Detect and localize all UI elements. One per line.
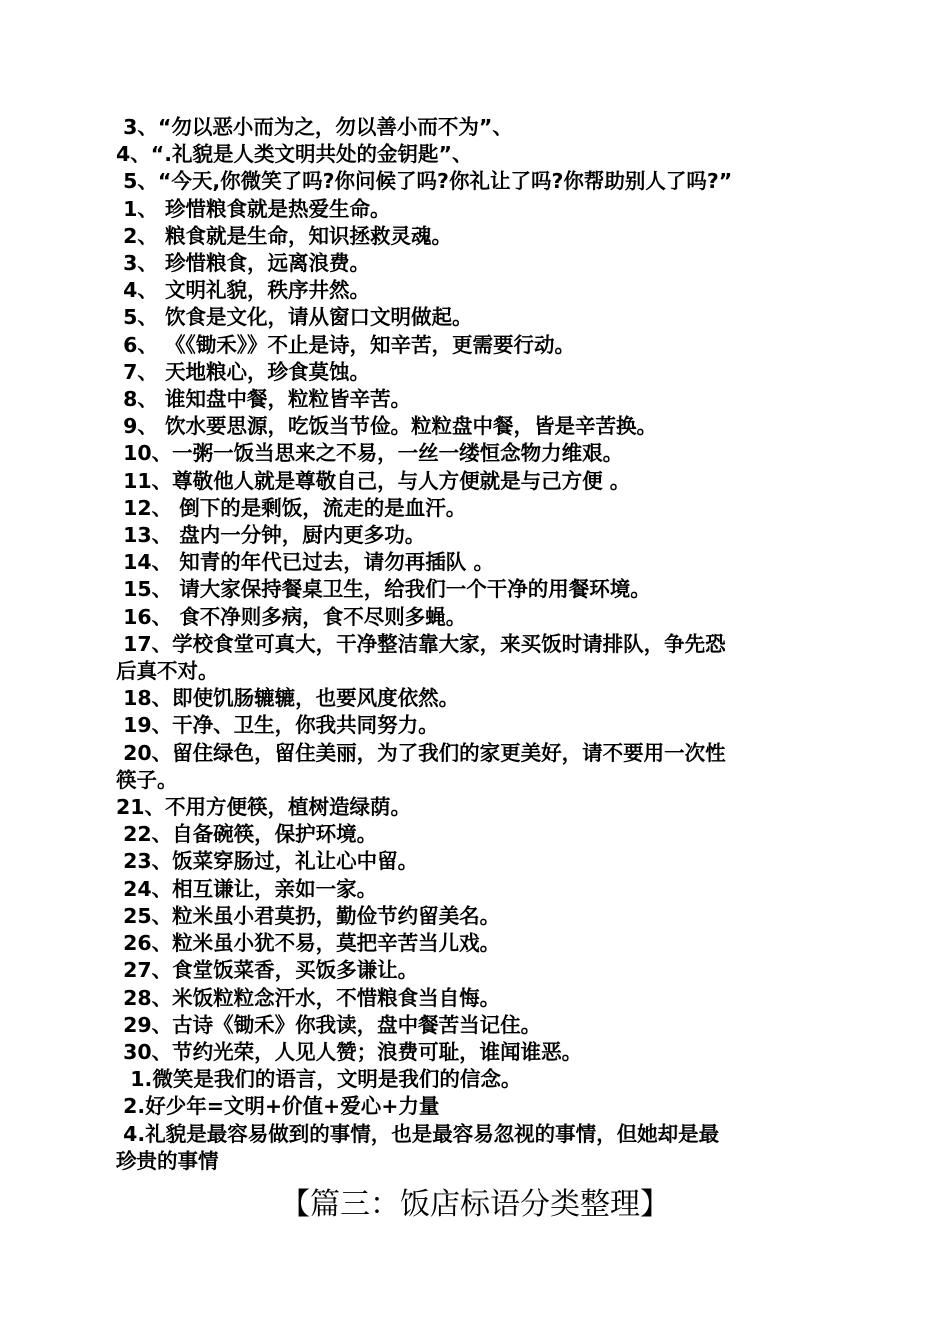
text-line: 20、留住绿色，留住美丽，为了我们的家更美好，请不要用一次性 — [116, 740, 726, 765]
text-line: 29、古诗《锄禾》你我读，盘中餐苦当记住。 — [116, 1012, 542, 1037]
text-line: 28、米饭粒粒念汗水，不惜粮食当自悔。 — [116, 985, 501, 1010]
text-line: 后真不对。 — [116, 659, 219, 684]
text-line: 22、自备碗筷，保护环境。 — [116, 822, 378, 847]
text-line: 24、相互谦让，亲如一家。 — [116, 876, 378, 901]
text-line: 2.好少年=文明+价值+爱心+力量 — [116, 1094, 440, 1119]
text-line: 珍贵的事情 — [116, 1148, 219, 1173]
text-line: 16、 食不净则多病，食不尽则多蝇。 — [116, 604, 467, 629]
text-line: 26、粒米虽小犹不易，莫把辛苦当儿戏。 — [116, 931, 501, 956]
slogan-list — [116, 114, 828, 1175]
text-line: 5、 饮食是文化，请从窗口文明做起。 — [116, 305, 473, 330]
text-line: 10、一粥一饭当思来之不易，一丝一缕恒念物力维艰。 — [116, 441, 624, 466]
text-line: 19、干净、卫生，你我共同努力。 — [116, 713, 439, 738]
text-line: 6、 《《锄禾》》不止是诗，知辛苦，更需要行动。 — [116, 332, 576, 357]
text-line: 15、 请大家保持餐桌卫生，给我们一个干净的用餐环境。 — [116, 577, 651, 602]
text-line: 9、 饮水要思源，吃饭当节俭。粒粒盘中餐，皆是辛苦换。 — [116, 414, 658, 439]
text-line: 5、“今天,你微笑了吗?你问候了吗?你礼让了吗?你帮助别人了吗?” — [116, 169, 733, 194]
text-line: 14、 知青的年代已过去，请勿再插队 。 — [116, 550, 494, 575]
text-line: 1、 珍惜粮食就是热爱生命。 — [116, 196, 391, 221]
text-line: 13、 盘内一分钟，厨内更多功。 — [116, 523, 426, 548]
text-line: 12、 倒下的是剩饭，流走的是血汗。 — [116, 495, 467, 520]
text-line: 11、尊敬他人就是尊敬自己，与人方便就是与己方便 。 — [116, 468, 631, 493]
text-line: 4、“.礼貌是人类文明共处的金钥匙”、 — [116, 142, 473, 167]
section-heading: 【篇三：饭店标语分类整理】 — [280, 1187, 670, 1222]
text-line: 7、 天地粮心，珍食莫蚀。 — [116, 359, 371, 384]
text-line: 8、 谁知盘中餐，粒粒皆辛苦。 — [116, 387, 412, 412]
text-line: 3、 珍惜粮食，远离浪费。 — [116, 251, 371, 276]
text-line: 1.微笑是我们的语言，文明是我们的信念。 — [116, 1067, 522, 1092]
text-line: 17、学校食堂可真大，干净整洁靠大家，来买饭时请排队，争先恐 — [116, 631, 726, 656]
text-line: 筷子。 — [116, 767, 178, 792]
text-line: 23、饭菜穿肠过，礼让心中留。 — [116, 849, 419, 874]
text-line: 25、粒米虽小君莫扔，勤俭节约留美名。 — [116, 903, 501, 928]
text-line: 21、不用方便筷，植树造绿荫。 — [116, 795, 412, 820]
text-line: 2、 粮食就是生命，知识拯救灵魂。 — [116, 223, 453, 248]
text-line: 18、即使饥肠辘辘，也要风度依然。 — [116, 686, 460, 711]
text-line: 4.礼貌是最容易做到的事情，也是最容易忽视的事情，但她却是最 — [116, 1121, 720, 1146]
text-line: 30、节约光荣，人见人赞；浪费可耻，谁闻谁恶。 — [116, 1039, 583, 1064]
text-line: 27、食堂饭菜香，买饭多谦让。 — [116, 958, 419, 983]
text-line: 4、 文明礼貌，秩序井然。 — [116, 278, 371, 303]
text-line: 3、“勿以恶小而为之，勿以善小而不为”、 — [116, 115, 513, 139]
